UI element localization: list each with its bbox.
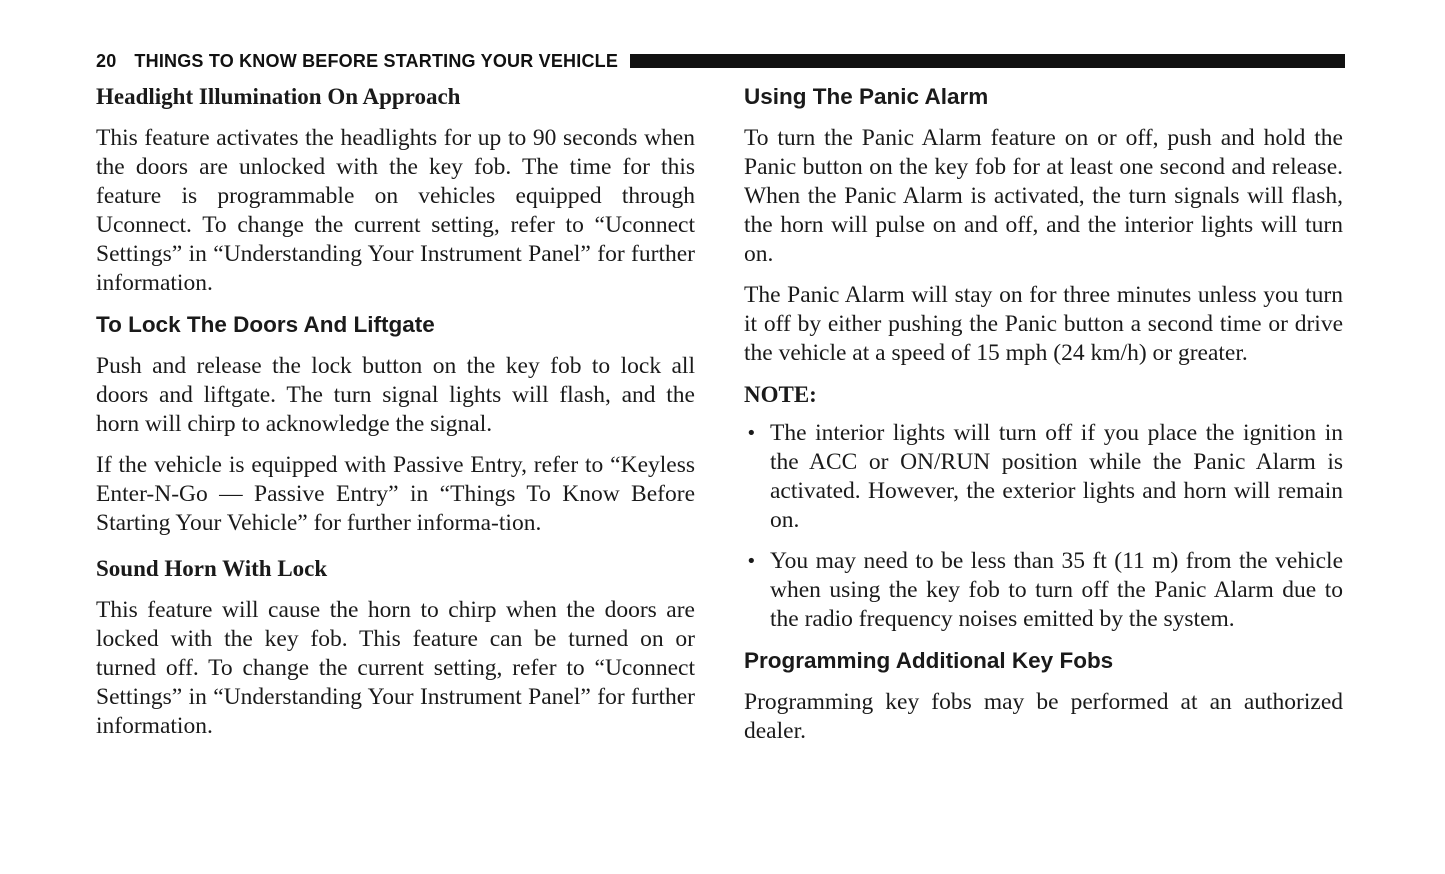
page-header [96, 50, 1345, 72]
paragraph-passive-entry: If the vehicle is equipped with Passive Entry, refer to “Keyless Enter-N-Go — Passive Entry” in “Things To Know Before Starting Your Vehicle” for further informa-tion. [96, 452, 695, 536]
note-label: NOTE: [744, 382, 817, 407]
note-bullet-item [744, 419, 1343, 535]
note-bullet-list [744, 419, 1343, 634]
heading-headlight-illumination: Headlight Illumination On Approach [96, 84, 461, 109]
bullet-icon: • [746, 423, 757, 444]
heading-programming-key-fobs: Programming Additional Key Fobs [744, 648, 1114, 673]
right-column [744, 82, 1343, 758]
running-header-title: THINGS TO KNOW BEFORE STARTING YOUR VEHICLE [134, 50, 619, 71]
heading-panic-alarm: Using The Panic Alarm [744, 84, 989, 109]
heading-sound-horn: Sound Horn With Lock [96, 556, 328, 581]
paragraph-lock-doors: Push and release the lock button on the key fob to lock all doors and liftgate. The turn signal lights will flash, and the horn will chirp to acknowledge the signal. [96, 353, 695, 437]
page-number: 20 [96, 50, 117, 71]
heading-lock-doors: To Lock The Doors And Liftgate [96, 312, 435, 337]
bullet-icon: • [746, 551, 757, 572]
left-column [96, 82, 695, 753]
paragraph-sound-horn: This feature will cause the horn to chirp when the doors are locked with the key fob. This feature can be turned on or turned off. To change the current setting, refer to “Uconnect Settings” in “Understanding Your Instrument Panel” for further information. [96, 597, 695, 739]
paragraph-panic-alarm-2: The Panic Alarm will stay on for three minutes unless you turn it off by either pushing the Panic button a second time or drive the vehicle at a speed of 15 mph (24 km/h) or greater. [744, 282, 1343, 366]
note-bullet-text: You may need to be less than 35 ft (11 m) from the vehicle when using the key fob to turn off the Panic Alarm due to the radio frequency noises emitted by the system. [770, 548, 1343, 632]
header-rule-bar [630, 54, 1345, 68]
paragraph-headlight-illumination: This feature activates the headlights for up to 90 seconds when the doors are unlocked with the key fob. The time for this feature is programmable on vehicles equipped through Uconnect. To change the current setting, refer to “Uconnect Settings” in “Understanding Your Instrument Panel” for further information. [96, 125, 695, 296]
paragraph-panic-alarm-1: To turn the Panic Alarm feature on or off, push and hold the Panic button on the key fob for at least one second and release. When the Panic Alarm is activated, the turn signals will flash, the horn will pulse on and off, and the interior lights will turn on. [744, 125, 1343, 267]
paragraph-programming-key-fobs: Programming key fobs may be performed at an authorized dealer. [744, 689, 1343, 744]
note-bullet-item [744, 547, 1343, 634]
note-bullet-text: The interior lights will turn off if you place the ignition in the ACC or ON/RUN position while the Panic Alarm is activated. However, the exterior lights and horn will remain on. [770, 420, 1343, 533]
